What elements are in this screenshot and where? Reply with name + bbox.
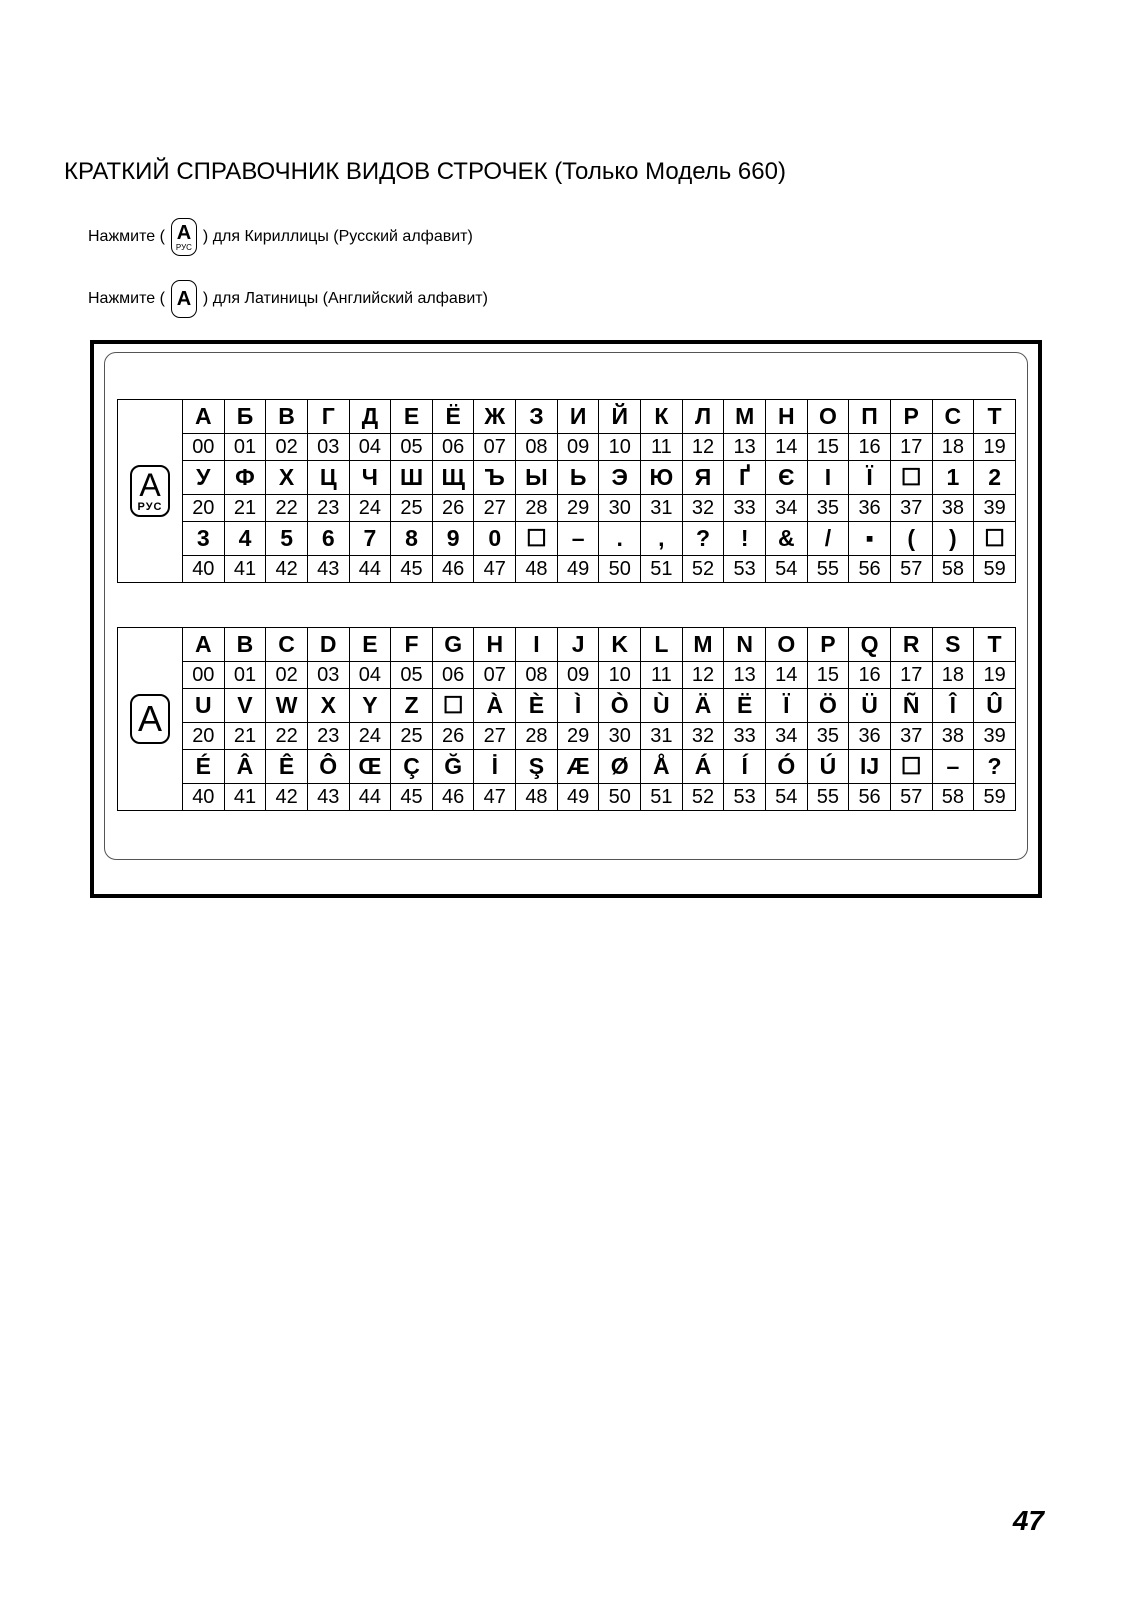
stitch-glyph: Ş bbox=[516, 750, 558, 784]
stitch-number: 45 bbox=[391, 784, 433, 811]
stitch-number: 59 bbox=[974, 784, 1016, 811]
stitch-number: 41 bbox=[224, 556, 266, 583]
stitch-glyph: À bbox=[474, 689, 516, 723]
stitch-glyph: V bbox=[224, 689, 266, 723]
stitch-glyph: Ë bbox=[724, 689, 766, 723]
stitch-glyph: Æ bbox=[557, 750, 599, 784]
stitch-number: 50 bbox=[599, 784, 641, 811]
key-letter: A bbox=[176, 221, 192, 244]
stitch-glyph: ( bbox=[890, 522, 932, 556]
stitch-glyph: A bbox=[183, 628, 225, 662]
stitch-glyph: / bbox=[807, 522, 849, 556]
stitch-glyph: Í bbox=[724, 750, 766, 784]
stitch-number: 29 bbox=[557, 495, 599, 522]
stitch-glyph: ☐ bbox=[432, 689, 474, 723]
stitch-number: 52 bbox=[682, 556, 724, 583]
stitch-number: 08 bbox=[516, 434, 558, 461]
stitch-number: 47 bbox=[474, 784, 516, 811]
stitch-number: 19 bbox=[974, 662, 1016, 689]
stitch-glyph: Е bbox=[391, 400, 433, 434]
stitch-number: 16 bbox=[849, 662, 891, 689]
stitch-number: 21 bbox=[224, 495, 266, 522]
stitch-glyph: 5 bbox=[266, 522, 308, 556]
stitch-number: 20 bbox=[183, 495, 225, 522]
stitch-glyph: K bbox=[599, 628, 641, 662]
stitch-number: 01 bbox=[224, 662, 266, 689]
stitch-number: 58 bbox=[932, 556, 974, 583]
stitch-glyph: S bbox=[932, 628, 974, 662]
stitch-number: 11 bbox=[641, 434, 683, 461]
stitch-glyph: Є bbox=[765, 461, 807, 495]
stitch-glyph: 1 bbox=[932, 461, 974, 495]
stitch-glyph: . bbox=[599, 522, 641, 556]
stitch-glyph: Ú bbox=[807, 750, 849, 784]
stitch-glyph: J bbox=[557, 628, 599, 662]
stitch-number: 33 bbox=[724, 495, 766, 522]
stitch-glyph: 6 bbox=[307, 522, 349, 556]
stitch-glyph: Ù bbox=[641, 689, 683, 723]
stitch-glyph: X bbox=[307, 689, 349, 723]
stitch-number: 04 bbox=[349, 434, 391, 461]
stitch-number: 39 bbox=[974, 495, 1016, 522]
stitch-number: 57 bbox=[890, 556, 932, 583]
stitch-number: 32 bbox=[682, 723, 724, 750]
stitch-number: 24 bbox=[349, 495, 391, 522]
stitch-number: 48 bbox=[516, 784, 558, 811]
stitch-number: 41 bbox=[224, 784, 266, 811]
key-letter: A bbox=[176, 288, 192, 310]
stitch-glyph: ☐ bbox=[890, 750, 932, 784]
stitch-number: 27 bbox=[474, 495, 516, 522]
stitch-number: 30 bbox=[599, 723, 641, 750]
stitch-number: 46 bbox=[432, 784, 474, 811]
stitch-number: 21 bbox=[224, 723, 266, 750]
stitch-glyph: – bbox=[557, 522, 599, 556]
stitch-glyph: U bbox=[183, 689, 225, 723]
stitch-glyph: É bbox=[183, 750, 225, 784]
instruction-prefix: Нажмите ( bbox=[88, 228, 165, 245]
stitch-number: 28 bbox=[516, 495, 558, 522]
stitch-number: 47 bbox=[474, 556, 516, 583]
stitch-number: 55 bbox=[807, 784, 849, 811]
stitch-glyph: Ô bbox=[307, 750, 349, 784]
instruction-cyrillic bbox=[88, 218, 473, 256]
stitch-glyph: F bbox=[391, 628, 433, 662]
stitch-glyph: İ bbox=[474, 750, 516, 784]
stitch-glyph: Ò bbox=[599, 689, 641, 723]
stitch-glyph: ? bbox=[682, 522, 724, 556]
cyrillic-key-icon bbox=[171, 218, 197, 256]
stitch-number: 07 bbox=[474, 434, 516, 461]
stitch-number: 05 bbox=[391, 434, 433, 461]
stitch-number: 59 bbox=[974, 556, 1016, 583]
stitch-number: 13 bbox=[724, 434, 766, 461]
stitch-glyph: Ь bbox=[557, 461, 599, 495]
stitch-glyph: Р bbox=[890, 400, 932, 434]
stitch-number: 13 bbox=[724, 662, 766, 689]
stitch-glyph: Œ bbox=[349, 750, 391, 784]
stitch-number: 53 bbox=[724, 784, 766, 811]
number-row bbox=[118, 434, 1016, 461]
instruction-latin bbox=[88, 280, 488, 318]
stitch-number: 00 bbox=[183, 662, 225, 689]
stitch-glyph: E bbox=[349, 628, 391, 662]
stitch-number: 55 bbox=[807, 556, 849, 583]
stitch-glyph: Ч bbox=[349, 461, 391, 495]
stitch-glyph: T bbox=[974, 628, 1016, 662]
stitch-glyph: Ж bbox=[474, 400, 516, 434]
stitch-number: 22 bbox=[266, 495, 308, 522]
stitch-glyph: Û bbox=[974, 689, 1016, 723]
stitch-number: 05 bbox=[391, 662, 433, 689]
stitch-glyph: Ґ bbox=[724, 461, 766, 495]
stitch-glyph: ! bbox=[724, 522, 766, 556]
stitch-number: 09 bbox=[557, 434, 599, 461]
stitch-glyph: ☐ bbox=[516, 522, 558, 556]
stitch-glyph: N bbox=[724, 628, 766, 662]
stitch-number: 22 bbox=[266, 723, 308, 750]
stitch-number: 40 bbox=[183, 784, 225, 811]
key-sublabel: РУС bbox=[137, 501, 163, 513]
stitch-glyph: Ы bbox=[516, 461, 558, 495]
stitch-glyph: К bbox=[641, 400, 683, 434]
stitch-glyph: Б bbox=[224, 400, 266, 434]
latin-stitch-table bbox=[117, 627, 1016, 811]
stitch-number: 58 bbox=[932, 784, 974, 811]
stitch-number: 16 bbox=[849, 434, 891, 461]
stitch-number: 02 bbox=[266, 434, 308, 461]
latin-key-icon bbox=[171, 280, 197, 318]
stitch-glyph: & bbox=[765, 522, 807, 556]
stitch-glyph: ☐ bbox=[974, 522, 1016, 556]
stitch-number: 18 bbox=[932, 434, 974, 461]
stitch-glyph: O bbox=[765, 628, 807, 662]
stitch-glyph: Т bbox=[974, 400, 1016, 434]
stitch-number: 24 bbox=[349, 723, 391, 750]
stitch-number: 23 bbox=[307, 495, 349, 522]
stitch-glyph: D bbox=[307, 628, 349, 662]
stitch-number: 17 bbox=[890, 662, 932, 689]
stitch-glyph: Ъ bbox=[474, 461, 516, 495]
stitch-number: 43 bbox=[307, 556, 349, 583]
stitch-glyph: З bbox=[516, 400, 558, 434]
stitch-glyph: Ğ bbox=[432, 750, 474, 784]
stitch-number: 45 bbox=[391, 556, 433, 583]
stitch-number: 54 bbox=[765, 784, 807, 811]
stitch-glyph: Н bbox=[765, 400, 807, 434]
stitch-glyph: ? bbox=[974, 750, 1016, 784]
stitch-number: 17 bbox=[890, 434, 932, 461]
stitch-number: 00 bbox=[183, 434, 225, 461]
glyph-row bbox=[118, 400, 1016, 434]
stitch-glyph: Х bbox=[266, 461, 308, 495]
stitch-glyph: Ø bbox=[599, 750, 641, 784]
number-row bbox=[118, 784, 1016, 811]
stitch-number: 53 bbox=[724, 556, 766, 583]
stitch-number: 57 bbox=[890, 784, 932, 811]
stitch-number: 34 bbox=[765, 723, 807, 750]
stitch-number: 10 bbox=[599, 434, 641, 461]
stitch-number: 36 bbox=[849, 723, 891, 750]
stitch-glyph: L bbox=[641, 628, 683, 662]
stitch-glyph: Ш bbox=[391, 461, 433, 495]
stitch-glyph: Ó bbox=[765, 750, 807, 784]
stitch-number: 01 bbox=[224, 434, 266, 461]
cyrillic-stitch-table bbox=[117, 399, 1016, 583]
stitch-glyph: Ф bbox=[224, 461, 266, 495]
stitch-glyph: Ü bbox=[849, 689, 891, 723]
stitch-glyph: Д bbox=[349, 400, 391, 434]
stitch-glyph: П bbox=[849, 400, 891, 434]
stitch-glyph: О bbox=[807, 400, 849, 434]
stitch-number: 14 bbox=[765, 662, 807, 689]
number-row bbox=[118, 723, 1016, 750]
cyrillic-mode-key-icon bbox=[130, 465, 170, 517]
stitch-number: 23 bbox=[307, 723, 349, 750]
stitch-number: 49 bbox=[557, 784, 599, 811]
stitch-number: 06 bbox=[432, 434, 474, 461]
stitch-number: 35 bbox=[807, 495, 849, 522]
stitch-glyph: Ё bbox=[432, 400, 474, 434]
stitch-number: 03 bbox=[307, 434, 349, 461]
key-letter: A bbox=[139, 467, 161, 503]
stitch-number: 30 bbox=[599, 495, 641, 522]
stitch-glyph: Ç bbox=[391, 750, 433, 784]
stitch-glyph: У bbox=[183, 461, 225, 495]
stitch-glyph: IJ bbox=[849, 750, 891, 784]
stitch-number: 42 bbox=[266, 784, 308, 811]
stitch-number: 08 bbox=[516, 662, 558, 689]
stitch-glyph: 9 bbox=[432, 522, 474, 556]
stitch-glyph: P bbox=[807, 628, 849, 662]
stitch-glyph: Z bbox=[391, 689, 433, 723]
stitch-glyph: , bbox=[641, 522, 683, 556]
stitch-number: 38 bbox=[932, 723, 974, 750]
stitch-number: 02 bbox=[266, 662, 308, 689]
stitch-number: 03 bbox=[307, 662, 349, 689]
stitch-number: 31 bbox=[641, 495, 683, 522]
stitch-glyph: Г bbox=[307, 400, 349, 434]
stitch-glyph: Я bbox=[682, 461, 724, 495]
stitch-glyph: 0 bbox=[474, 522, 516, 556]
stitch-glyph: ▪ bbox=[849, 522, 891, 556]
mode-key-cell bbox=[118, 400, 183, 583]
mode-key-cell bbox=[118, 628, 183, 811]
stitch-number: 19 bbox=[974, 434, 1016, 461]
stitch-glyph: Q bbox=[849, 628, 891, 662]
stitch-glyph: Ê bbox=[266, 750, 308, 784]
stitch-number: 20 bbox=[183, 723, 225, 750]
stitch-number: 51 bbox=[641, 556, 683, 583]
glyph-row bbox=[118, 628, 1016, 662]
stitch-glyph: H bbox=[474, 628, 516, 662]
stitch-number: 36 bbox=[849, 495, 891, 522]
stitch-number: 25 bbox=[391, 495, 433, 522]
stitch-glyph: С bbox=[932, 400, 974, 434]
key-sublabel: РУС bbox=[175, 242, 192, 252]
instruction-suffix: ) для Кириллицы (Русский алфавит) bbox=[202, 228, 473, 245]
stitch-glyph: М bbox=[724, 400, 766, 434]
stitch-glyph: Ï bbox=[765, 689, 807, 723]
stitch-glyph: G bbox=[432, 628, 474, 662]
stitch-number: 50 bbox=[599, 556, 641, 583]
stitch-number: 10 bbox=[599, 662, 641, 689]
stitch-glyph: Ä bbox=[682, 689, 724, 723]
stitch-number: 42 bbox=[266, 556, 308, 583]
stitch-glyph: Y bbox=[349, 689, 391, 723]
stitch-number: 32 bbox=[682, 495, 724, 522]
latin-mode-key-icon bbox=[130, 694, 170, 744]
stitch-glyph: Л bbox=[682, 400, 724, 434]
stitch-number: 39 bbox=[974, 723, 1016, 750]
stitch-glyph: È bbox=[516, 689, 558, 723]
stitch-glyph: Ї bbox=[849, 461, 891, 495]
glyph-row bbox=[118, 461, 1016, 495]
stitch-number: 54 bbox=[765, 556, 807, 583]
stitch-number: 43 bbox=[307, 784, 349, 811]
stitch-glyph: M bbox=[682, 628, 724, 662]
stitch-number: 25 bbox=[391, 723, 433, 750]
stitch-glyph: Ю bbox=[641, 461, 683, 495]
stitch-number: 38 bbox=[932, 495, 974, 522]
stitch-glyph: Й bbox=[599, 400, 641, 434]
page-title: КРАТКИЙ СПРАВОЧНИК ВИДОВ СТРОЧЕК (Только Модель 660) bbox=[64, 158, 786, 185]
stitch-glyph: В bbox=[266, 400, 308, 434]
stitch-number: 15 bbox=[807, 662, 849, 689]
stitch-number: 40 bbox=[183, 556, 225, 583]
stitch-glyph: ☐ bbox=[890, 461, 932, 495]
stitch-number: 31 bbox=[641, 723, 683, 750]
stitch-glyph: Ñ bbox=[890, 689, 932, 723]
glyph-row bbox=[118, 750, 1016, 784]
stitch-glyph: I bbox=[516, 628, 558, 662]
stitch-number: 37 bbox=[890, 495, 932, 522]
stitch-glyph: ) bbox=[932, 522, 974, 556]
stitch-glyph: Ц bbox=[307, 461, 349, 495]
stitch-glyph: Ì bbox=[557, 689, 599, 723]
stitch-number: 46 bbox=[432, 556, 474, 583]
stitch-number: 44 bbox=[349, 784, 391, 811]
stitch-glyph: 4 bbox=[224, 522, 266, 556]
instruction-suffix: ) для Латиницы (Английский алфавит) bbox=[202, 290, 488, 307]
instruction-prefix: Нажмите ( bbox=[88, 290, 165, 307]
stitch-number: 27 bbox=[474, 723, 516, 750]
stitch-number: 26 bbox=[432, 723, 474, 750]
stitch-number: 29 bbox=[557, 723, 599, 750]
key-letter: A bbox=[137, 698, 162, 739]
stitch-glyph: 3 bbox=[183, 522, 225, 556]
stitch-glyph: Â bbox=[224, 750, 266, 784]
number-row bbox=[118, 495, 1016, 522]
stitch-glyph: Э bbox=[599, 461, 641, 495]
stitch-number: 37 bbox=[890, 723, 932, 750]
stitch-number: 48 bbox=[516, 556, 558, 583]
stitch-glyph: – bbox=[932, 750, 974, 784]
stitch-glyph: Щ bbox=[432, 461, 474, 495]
stitch-number: 51 bbox=[641, 784, 683, 811]
stitch-glyph: Å bbox=[641, 750, 683, 784]
stitch-number: 44 bbox=[349, 556, 391, 583]
stitch-number: 07 bbox=[474, 662, 516, 689]
stitch-glyph: 7 bbox=[349, 522, 391, 556]
glyph-row bbox=[118, 689, 1016, 723]
stitch-number: 56 bbox=[849, 556, 891, 583]
stitch-number: 18 bbox=[932, 662, 974, 689]
stitch-number: 28 bbox=[516, 723, 558, 750]
page-number: 47 bbox=[1012, 1505, 1044, 1536]
stitch-number: 11 bbox=[641, 662, 683, 689]
stitch-glyph: 8 bbox=[391, 522, 433, 556]
number-row bbox=[118, 556, 1016, 583]
stitch-glyph: І bbox=[807, 461, 849, 495]
glyph-row bbox=[118, 522, 1016, 556]
stitch-number: 12 bbox=[682, 434, 724, 461]
stitch-number: 49 bbox=[557, 556, 599, 583]
stitch-number: 34 bbox=[765, 495, 807, 522]
stitch-number: 26 bbox=[432, 495, 474, 522]
stitch-number: 33 bbox=[724, 723, 766, 750]
stitch-glyph: B bbox=[224, 628, 266, 662]
stitch-glyph: Î bbox=[932, 689, 974, 723]
stitch-glyph: Ö bbox=[807, 689, 849, 723]
stitch-glyph: R bbox=[890, 628, 932, 662]
stitch-glyph: C bbox=[266, 628, 308, 662]
stitch-glyph: И bbox=[557, 400, 599, 434]
stitch-glyph: А bbox=[183, 400, 225, 434]
stitch-number: 14 bbox=[765, 434, 807, 461]
stitch-number: 04 bbox=[349, 662, 391, 689]
stitch-number: 09 bbox=[557, 662, 599, 689]
stitch-number: 56 bbox=[849, 784, 891, 811]
stitch-glyph: W bbox=[266, 689, 308, 723]
stitch-number: 52 bbox=[682, 784, 724, 811]
stitch-glyph: Á bbox=[682, 750, 724, 784]
stitch-number: 06 bbox=[432, 662, 474, 689]
stitch-number: 12 bbox=[682, 662, 724, 689]
stitch-number: 15 bbox=[807, 434, 849, 461]
stitch-number: 35 bbox=[807, 723, 849, 750]
number-row bbox=[118, 662, 1016, 689]
stitch-glyph: 2 bbox=[974, 461, 1016, 495]
